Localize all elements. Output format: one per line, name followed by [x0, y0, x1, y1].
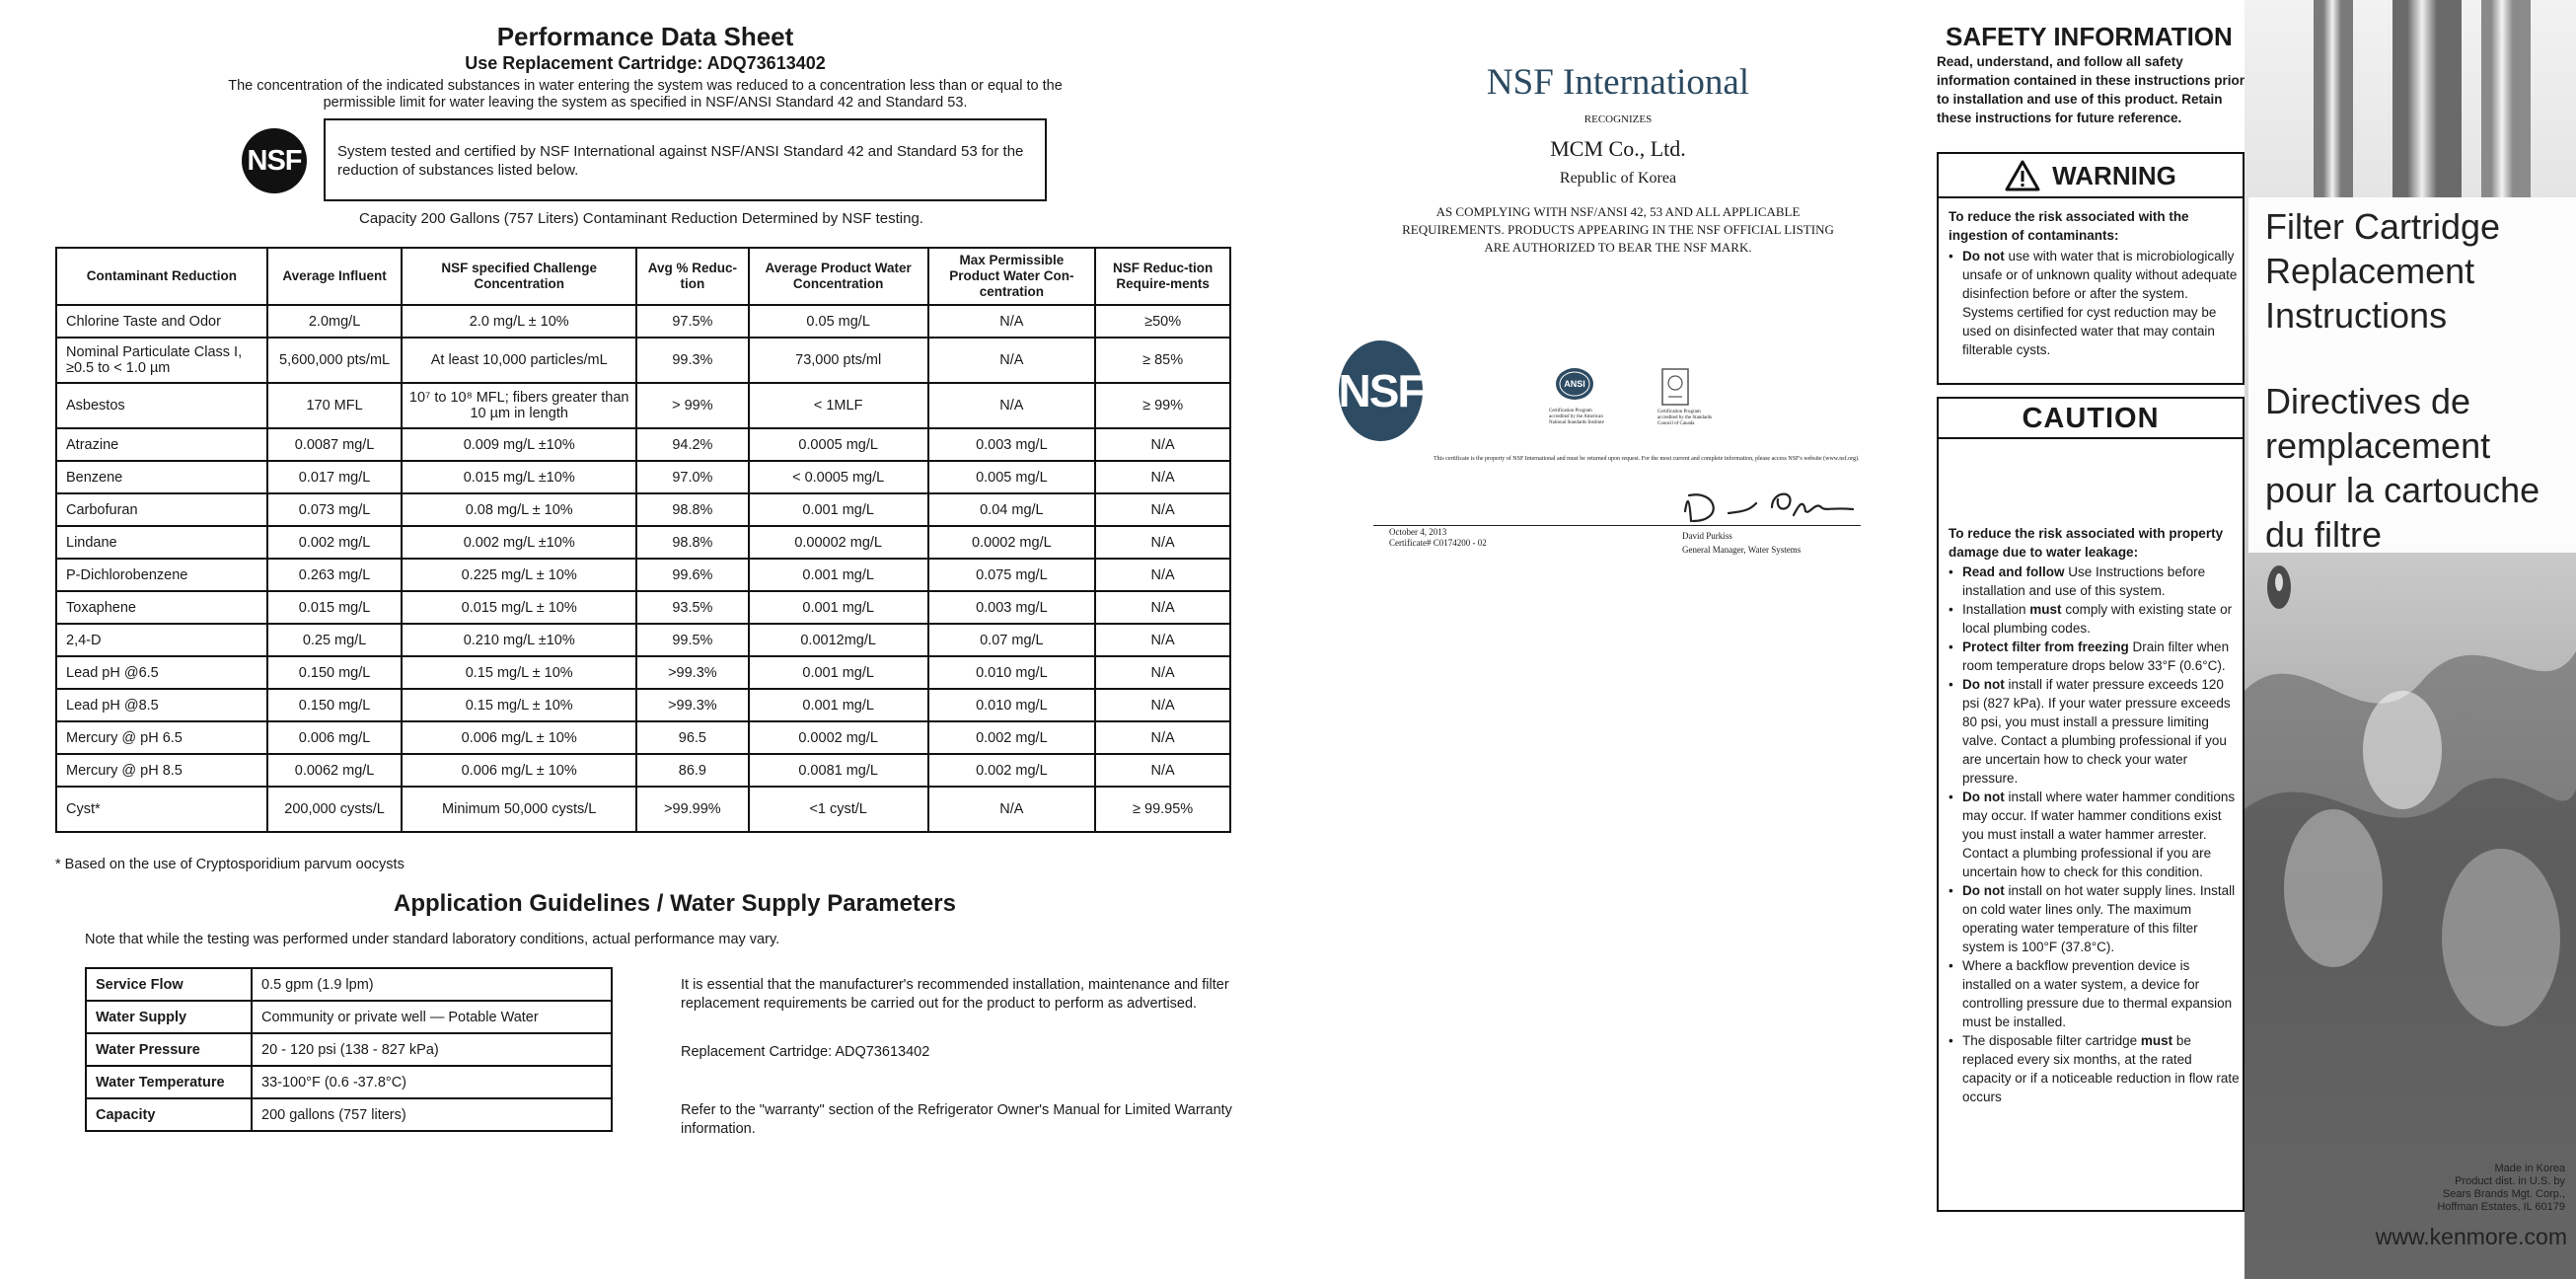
table-cell: 0.006 mg/L ± 10% [402, 721, 636, 754]
table-cell: 0.263 mg/L [267, 559, 403, 591]
emphasis-text: Do not [1962, 883, 2005, 898]
parameter-row [86, 1033, 612, 1066]
table-cell: P-Dichlorobenzene [56, 559, 267, 591]
safety-list-item [1949, 563, 2241, 600]
table-row [56, 493, 1230, 526]
table-cell: 170 MFL [267, 383, 403, 428]
table-cell: ≥ 85% [1095, 338, 1230, 383]
table-cell: 98.8% [636, 526, 749, 559]
parameter-name: Water Supply [86, 1001, 252, 1033]
certificate-signer [1682, 529, 1801, 557]
table-cell: 0.015 mg/L ±10% [402, 461, 636, 493]
certificate-country: Republic of Korea [1559, 170, 1677, 187]
table-cell: 0.003 mg/L [928, 428, 1096, 461]
table-cell: Mercury @ pH 6.5 [56, 721, 267, 754]
table-cell: 0.001 mg/L [749, 559, 928, 591]
table-cell: 96.5 [636, 721, 749, 754]
column-header: Max Permissible Product Water Con-centration [928, 248, 1096, 305]
table-cell: Minimum 50,000 cysts/L [402, 787, 636, 832]
warning-label: WARNING [2052, 160, 2176, 190]
table-cell: N/A [1095, 526, 1230, 559]
parameter-name: Service Flow [86, 968, 252, 1001]
table-cell: 0.0012mg/L [749, 624, 928, 656]
item-text: install where water hammer conditions may occur. If water hammer conditions exist you must install a water hammer arrester. Contact a plumbing professional if you are uncertain how to check for this condition. [1962, 790, 2236, 879]
table-cell: 0.002 mg/L ±10% [402, 526, 636, 559]
table-cell: N/A [928, 383, 1096, 428]
table-row [56, 624, 1230, 656]
item-text: comply with existing state or local plumbing codes. [1962, 602, 2233, 636]
table-cell: 0.003 mg/L [928, 591, 1096, 624]
parameter-value: Community or private well — Potable Water [252, 1001, 612, 1033]
scc-caption: Certification Program accredited by the Standards Council of Canada [1657, 410, 1713, 426]
table-cell: 0.0002 mg/L [749, 721, 928, 754]
table-cell: 99.6% [636, 559, 749, 591]
certificate-date [1389, 527, 1487, 549]
application-note: Note that while the testing was performed under standard laboratory conditions, actual performance may vary. [85, 932, 780, 947]
cover-title-en-line: Filter Cartridge [2265, 206, 2501, 247]
table-cell: 2.0mg/L [267, 305, 403, 338]
table-cell: > 99% [636, 383, 749, 428]
table-cell: 0.0005 mg/L [749, 428, 928, 461]
table-cell: Cyst* [56, 787, 267, 832]
table-cell: 2.0 mg/L ± 10% [402, 305, 636, 338]
warning-list [1949, 247, 2240, 359]
table-cell: 0.25 mg/L [267, 624, 403, 656]
table-cell: N/A [1095, 754, 1230, 787]
table-cell: N/A [1095, 461, 1230, 493]
table-row [56, 754, 1230, 787]
water-splash-icon [2245, 0, 2576, 1279]
table-cell: 0.017 mg/L [267, 461, 403, 493]
table-cell: Nominal Particulate Class I, ≥0.5 to < 1.0 µm [56, 338, 267, 383]
table-cell: Carbofuran [56, 493, 267, 526]
ansi-caption: Certification Program accredited by the American National Standards Institute [1549, 409, 1604, 425]
certificate-recognizes: RECOGNIZES [1583, 113, 1653, 125]
item-text: Where a backflow prevention device is installed on a water system, a device for controlling pressure due to thermal expansion must be installed. [1962, 958, 2233, 1029]
table-cell: 0.075 mg/L [928, 559, 1096, 591]
table-row [56, 591, 1230, 624]
table-cell: N/A [1095, 624, 1230, 656]
table-cell: 0.0062 mg/L [267, 754, 403, 787]
table-cell: 99.5% [636, 624, 749, 656]
table-cell: <1 cyst/L [749, 787, 928, 832]
table-cell: ≥ 99% [1095, 383, 1230, 428]
table-cell: 0.001 mg/L [749, 591, 928, 624]
table-cell: 0.015 mg/L [267, 591, 403, 624]
table-cell: 0.210 mg/L ±10% [402, 624, 636, 656]
emphasis-text: Do not [1962, 677, 2005, 692]
table-row [56, 428, 1230, 461]
table-cell: 0.009 mg/L ±10% [402, 428, 636, 461]
table-cell: N/A [928, 787, 1096, 832]
performance-intro: The concentration of the indicated substances in water entering the system was reduced to a concentration less than or equal to the permissible limit for water leaving the system as specified in NSF/ANSI Standard 42 and Standard 53. [228, 78, 1063, 111]
performance-table [55, 247, 1231, 833]
table-cell: 86.9 [636, 754, 749, 787]
application-guidelines-title: Application Guidelines / Water Supply Parameters [394, 890, 956, 917]
warning-triangle-icon [2005, 160, 2040, 191]
column-header: Average Influent [267, 248, 403, 305]
table-cell: 0.002 mg/L [928, 721, 1096, 754]
cover-title-fr-line: remplacement [2265, 425, 2491, 466]
safety-list-item [1949, 247, 2240, 359]
table-cell: 5,600,000 pts/mL [267, 338, 403, 383]
parameter-name: Water Pressure [86, 1033, 252, 1066]
cover-title-french [2265, 379, 2539, 557]
table-row [56, 305, 1230, 338]
table-cell: 0.15 mg/L ± 10% [402, 656, 636, 689]
parameter-row [86, 1098, 612, 1131]
table-row [56, 656, 1230, 689]
emphasis-text: must [2140, 1033, 2173, 1048]
signer-title: General Manager, Water Systems [1682, 545, 1802, 555]
maintenance-paragraph: It is essential that the manufacturer's recommended installation, maintenance and filter replacement requirements be carried out for the product to perform as advertised. [681, 977, 1229, 1012]
table-cell: 0.006 mg/L [267, 721, 403, 754]
table-cell: 0.002 mg/L [267, 526, 403, 559]
table-row [56, 461, 1230, 493]
table-cell: 98.8% [636, 493, 749, 526]
table-cell: N/A [1095, 656, 1230, 689]
table-cell: 0.001 mg/L [749, 689, 928, 721]
certificate-number: Certificate# C0174200 - 02 [1389, 538, 1487, 548]
ansi-badge-icon [1554, 363, 1595, 405]
cover-title-en-line: Instructions [2265, 295, 2448, 336]
capacity-statement: Capacity 200 Gallons (757 Liters) Contaminant Reduction Determined by NSF testing. [359, 210, 923, 227]
nsf-logo: NSF [242, 128, 307, 193]
safety-list-item [1949, 956, 2241, 1031]
distributor-line: Made in Korea [2494, 1163, 2565, 1174]
table-cell: At least 10,000 particles/mL [402, 338, 636, 383]
table-cell: 0.0081 mg/L [749, 754, 928, 787]
item-text: Drain filter when room temperature drops below 33°F (0.6°C). [1962, 640, 2230, 673]
table-cell: 97.5% [636, 305, 749, 338]
table-cell: >99.3% [636, 689, 749, 721]
warning-header [1939, 155, 2243, 198]
table-cell: 200,000 cysts/L [267, 787, 403, 832]
table-cell: 0.150 mg/L [267, 689, 403, 721]
table-cell: 0.073 mg/L [267, 493, 403, 526]
certificate-org-title: NSF International [1486, 62, 1750, 103]
table-row [56, 383, 1230, 428]
emphasis-text: must [2029, 602, 2062, 617]
table-cell: Lead pH @8.5 [56, 689, 267, 721]
certificate-company: MCM Co., Ltd. [1550, 136, 1686, 161]
table-cell: 0.05 mg/L [749, 305, 928, 338]
table-cell: N/A [928, 338, 1096, 383]
table-cell: Lead pH @6.5 [56, 656, 267, 689]
nsf-certificate-logo: NSF [1339, 340, 1423, 441]
parameter-row [86, 968, 612, 1001]
parameter-value: 33-100°F (0.6 -37.8°C) [252, 1066, 612, 1098]
emphasis-text: Do not [1962, 249, 2005, 263]
safety-title: SAFETY INFORMATION [1946, 22, 2233, 51]
table-cell: 73,000 pts/ml [749, 338, 928, 383]
table-cell: 0.07 mg/L [928, 624, 1096, 656]
parameter-name: Water Temperature [86, 1066, 252, 1098]
warning-lead: To reduce the risk associated with the ingestion of contaminants: [1949, 209, 2189, 243]
distributor-line: Hoffman Estates, IL 60179 [2437, 1201, 2565, 1213]
item-text: be replaced every six months, at the rated capacity or if a noticeable reduction in flow rate occurs [1962, 1033, 2240, 1104]
table-cell: 0.001 mg/L [749, 656, 928, 689]
item-text: install on hot water supply lines. Install on cold water lines only. The maximum operating water temperature of this filter system is 100°F (37.8°C). [1962, 883, 2236, 954]
table-cell: 0.150 mg/L [267, 656, 403, 689]
parameter-row [86, 1066, 612, 1098]
table-cell: 0.0002 mg/L [928, 526, 1096, 559]
warranty-paragraph: Refer to the "warranty" section of the Refrigerator Owner's Manual for Limited Warranty information. [681, 1102, 1232, 1137]
website-link[interactable]: www.kenmore.com [2375, 1224, 2567, 1249]
table-cell: 0.006 mg/L ± 10% [402, 754, 636, 787]
cover-title-fr-line: du filtre [2265, 514, 2383, 555]
table-cell: 0.010 mg/L [928, 689, 1096, 721]
table-cell: 0.08 mg/L ± 10% [402, 493, 636, 526]
performance-table-header [56, 248, 1230, 305]
parameter-row [86, 1001, 612, 1033]
table-cell: 0.225 mg/L ± 10% [402, 559, 636, 591]
scc-badge-icon [1660, 367, 1690, 407]
table-cell: >99.99% [636, 787, 749, 832]
signer-name: David Purkiss [1682, 531, 1732, 541]
table-cell: < 1MLF [749, 383, 928, 428]
safety-list-item [1949, 675, 2241, 788]
certificate-compliance: AS COMPLYING WITH NSF/ANSI 42, 53 AND ALL APPLICABLE REQUIREMENTS. PRODUCTS APPEARING IN THE NSF OFFICIAL LISTING ARE AUTHORIZED TO BEAR THE NSF MARK. [1402, 204, 1834, 255]
table-cell: 0.15 mg/L ± 10% [402, 689, 636, 721]
table-cell: N/A [1095, 689, 1230, 721]
water-splash-image [2245, 0, 2576, 1279]
table-cell: 0.015 mg/L ± 10% [402, 591, 636, 624]
cover-title-en-line: Replacement [2265, 251, 2475, 291]
certificate-date-text: October 4, 2013 [1389, 527, 1447, 537]
parameter-value: 20 - 120 psi (138 - 827 kPa) [252, 1033, 612, 1066]
table-cell: 0.001 mg/L [749, 493, 928, 526]
certificate-property-note: This certificate is the property of NSF International and must be returned upon request. For the most current and complete information, please access NSF's website (www.nsf.org). [1434, 456, 1860, 462]
water-supply-parameters-table [85, 967, 613, 1132]
table-cell: 97.0% [636, 461, 749, 493]
emphasis-text: Do not [1962, 790, 2005, 804]
table-row [56, 787, 1230, 832]
safety-list-item [1949, 788, 2241, 881]
item-text: Use Instructions before installation and use of this system. [1962, 564, 2206, 598]
certification-statement: System tested and certified by NSF International against NSF/ANSI Standard 42 and Standard 53 for the reduction of substances listed below. [324, 118, 1047, 201]
column-header: NSF specified Challenge Concentration [402, 248, 636, 305]
table-cell: 0.010 mg/L [928, 656, 1096, 689]
replacement-cartridge-subtitle: Use Replacement Cartridge: ADQ73613402 [465, 53, 826, 73]
table-cell: 0.002 mg/L [928, 754, 1096, 787]
table-cell: Lindane [56, 526, 267, 559]
distributor-line: Product dist. in U.S. by [2455, 1175, 2565, 1187]
table-cell: N/A [1095, 493, 1230, 526]
table-row [56, 526, 1230, 559]
table-cell: Benzene [56, 461, 267, 493]
column-header: Average Product Water Concentration [749, 248, 928, 305]
table-cell: N/A [1095, 721, 1230, 754]
table-cell: N/A [928, 305, 1096, 338]
table-cell: N/A [1095, 591, 1230, 624]
table-cell: < 0.0005 mg/L [749, 461, 928, 493]
table-cell: 0.04 mg/L [928, 493, 1096, 526]
parameter-value: 200 gallons (757 liters) [252, 1098, 612, 1131]
caution-lead: To reduce the risk associated with property damage due to water leakage: [1949, 526, 2224, 560]
table-cell: >99.3% [636, 656, 749, 689]
emphasis-text: Read and follow [1962, 564, 2065, 579]
performance-title: Performance Data Sheet [496, 22, 794, 51]
table-cell: N/A [1095, 559, 1230, 591]
ansi-label: ANSI [1564, 379, 1585, 389]
table-row [56, 338, 1230, 383]
item-text: Installation [1962, 602, 2030, 617]
table-cell: ≥ 99.95% [1095, 787, 1230, 832]
table-cell: 99.3% [636, 338, 749, 383]
column-header: Contaminant Reduction [56, 248, 267, 305]
column-header: Avg % Reduc-tion [636, 248, 749, 305]
distributor-line: Sears Brands Mgt. Corp., [2442, 1188, 2565, 1200]
item-text: The disposable filter cartridge [1962, 1033, 2141, 1048]
replacement-cartridge-note: Replacement Cartridge: ADQ73613402 [681, 1044, 930, 1060]
table-row [56, 689, 1230, 721]
table-cell: 0.0087 mg/L [267, 428, 403, 461]
table-row [56, 559, 1230, 591]
item-text: use with water that is microbiologically unsafe or of unknown quality without adequate disinfection before or after the system. Systems certified for cyst reduction may be used on disinfected water that may contain filterable cysts. [1962, 249, 2238, 357]
table-cell: 94.2% [636, 428, 749, 461]
emphasis-text: Protect filter from freezing [1962, 640, 2129, 654]
parameter-name: Capacity [86, 1098, 252, 1131]
signature-icon [1677, 482, 1865, 529]
table-row [56, 721, 1230, 754]
item-text: install if water pressure exceeds 120 psi (827 kPa). If your water pressure exceeds 80 psi, you must install a pressure limiting valve. Contact a plumbing professional if you are uncertain how to check your water pressure. [1962, 677, 2231, 786]
table-cell: 93.5% [636, 591, 749, 624]
table-cell: 0.00002 mg/L [749, 526, 928, 559]
safety-list-item [1949, 881, 2241, 956]
table-cell: 10⁷ to 10⁸ MFL; fibers greater than 10 µm in length [402, 383, 636, 428]
table-cell: Chlorine Taste and Odor [56, 305, 267, 338]
table-cell: Toxaphene [56, 591, 267, 624]
distributor-info [2368, 1163, 2565, 1214]
column-header: NSF Reduc-tion Require-ments [1095, 248, 1230, 305]
cover-title-fr-line: pour la cartouche [2265, 470, 2540, 510]
safety-intro: Read, understand, and follow all safety information contained in these instructions prior to installation and use of this product. Retain these instructions for future reference. [1937, 54, 2245, 125]
parameter-value: 0.5 gpm (1.9 lpm) [252, 968, 612, 1001]
cover-title-fr-line: Directives de [2265, 381, 2471, 421]
table-cell: 2,4-D [56, 624, 267, 656]
signature-line [1373, 525, 1861, 526]
caution-list [1949, 563, 2241, 1106]
safety-list-item [1949, 638, 2241, 675]
cyst-footnote: * Based on the use of Cryptosporidium parvum oocysts [55, 857, 405, 872]
safety-list-item [1949, 600, 2241, 638]
table-cell: Atrazine [56, 428, 267, 461]
caution-header: CAUTION [1939, 400, 2243, 439]
table-cell: ≥50% [1095, 305, 1230, 338]
cover-title-english [2265, 204, 2500, 338]
table-cell: N/A [1095, 428, 1230, 461]
safety-list-item [1949, 1031, 2241, 1106]
table-cell: Mercury @ pH 8.5 [56, 754, 267, 787]
table-cell: 0.005 mg/L [928, 461, 1096, 493]
table-cell: Asbestos [56, 383, 267, 428]
